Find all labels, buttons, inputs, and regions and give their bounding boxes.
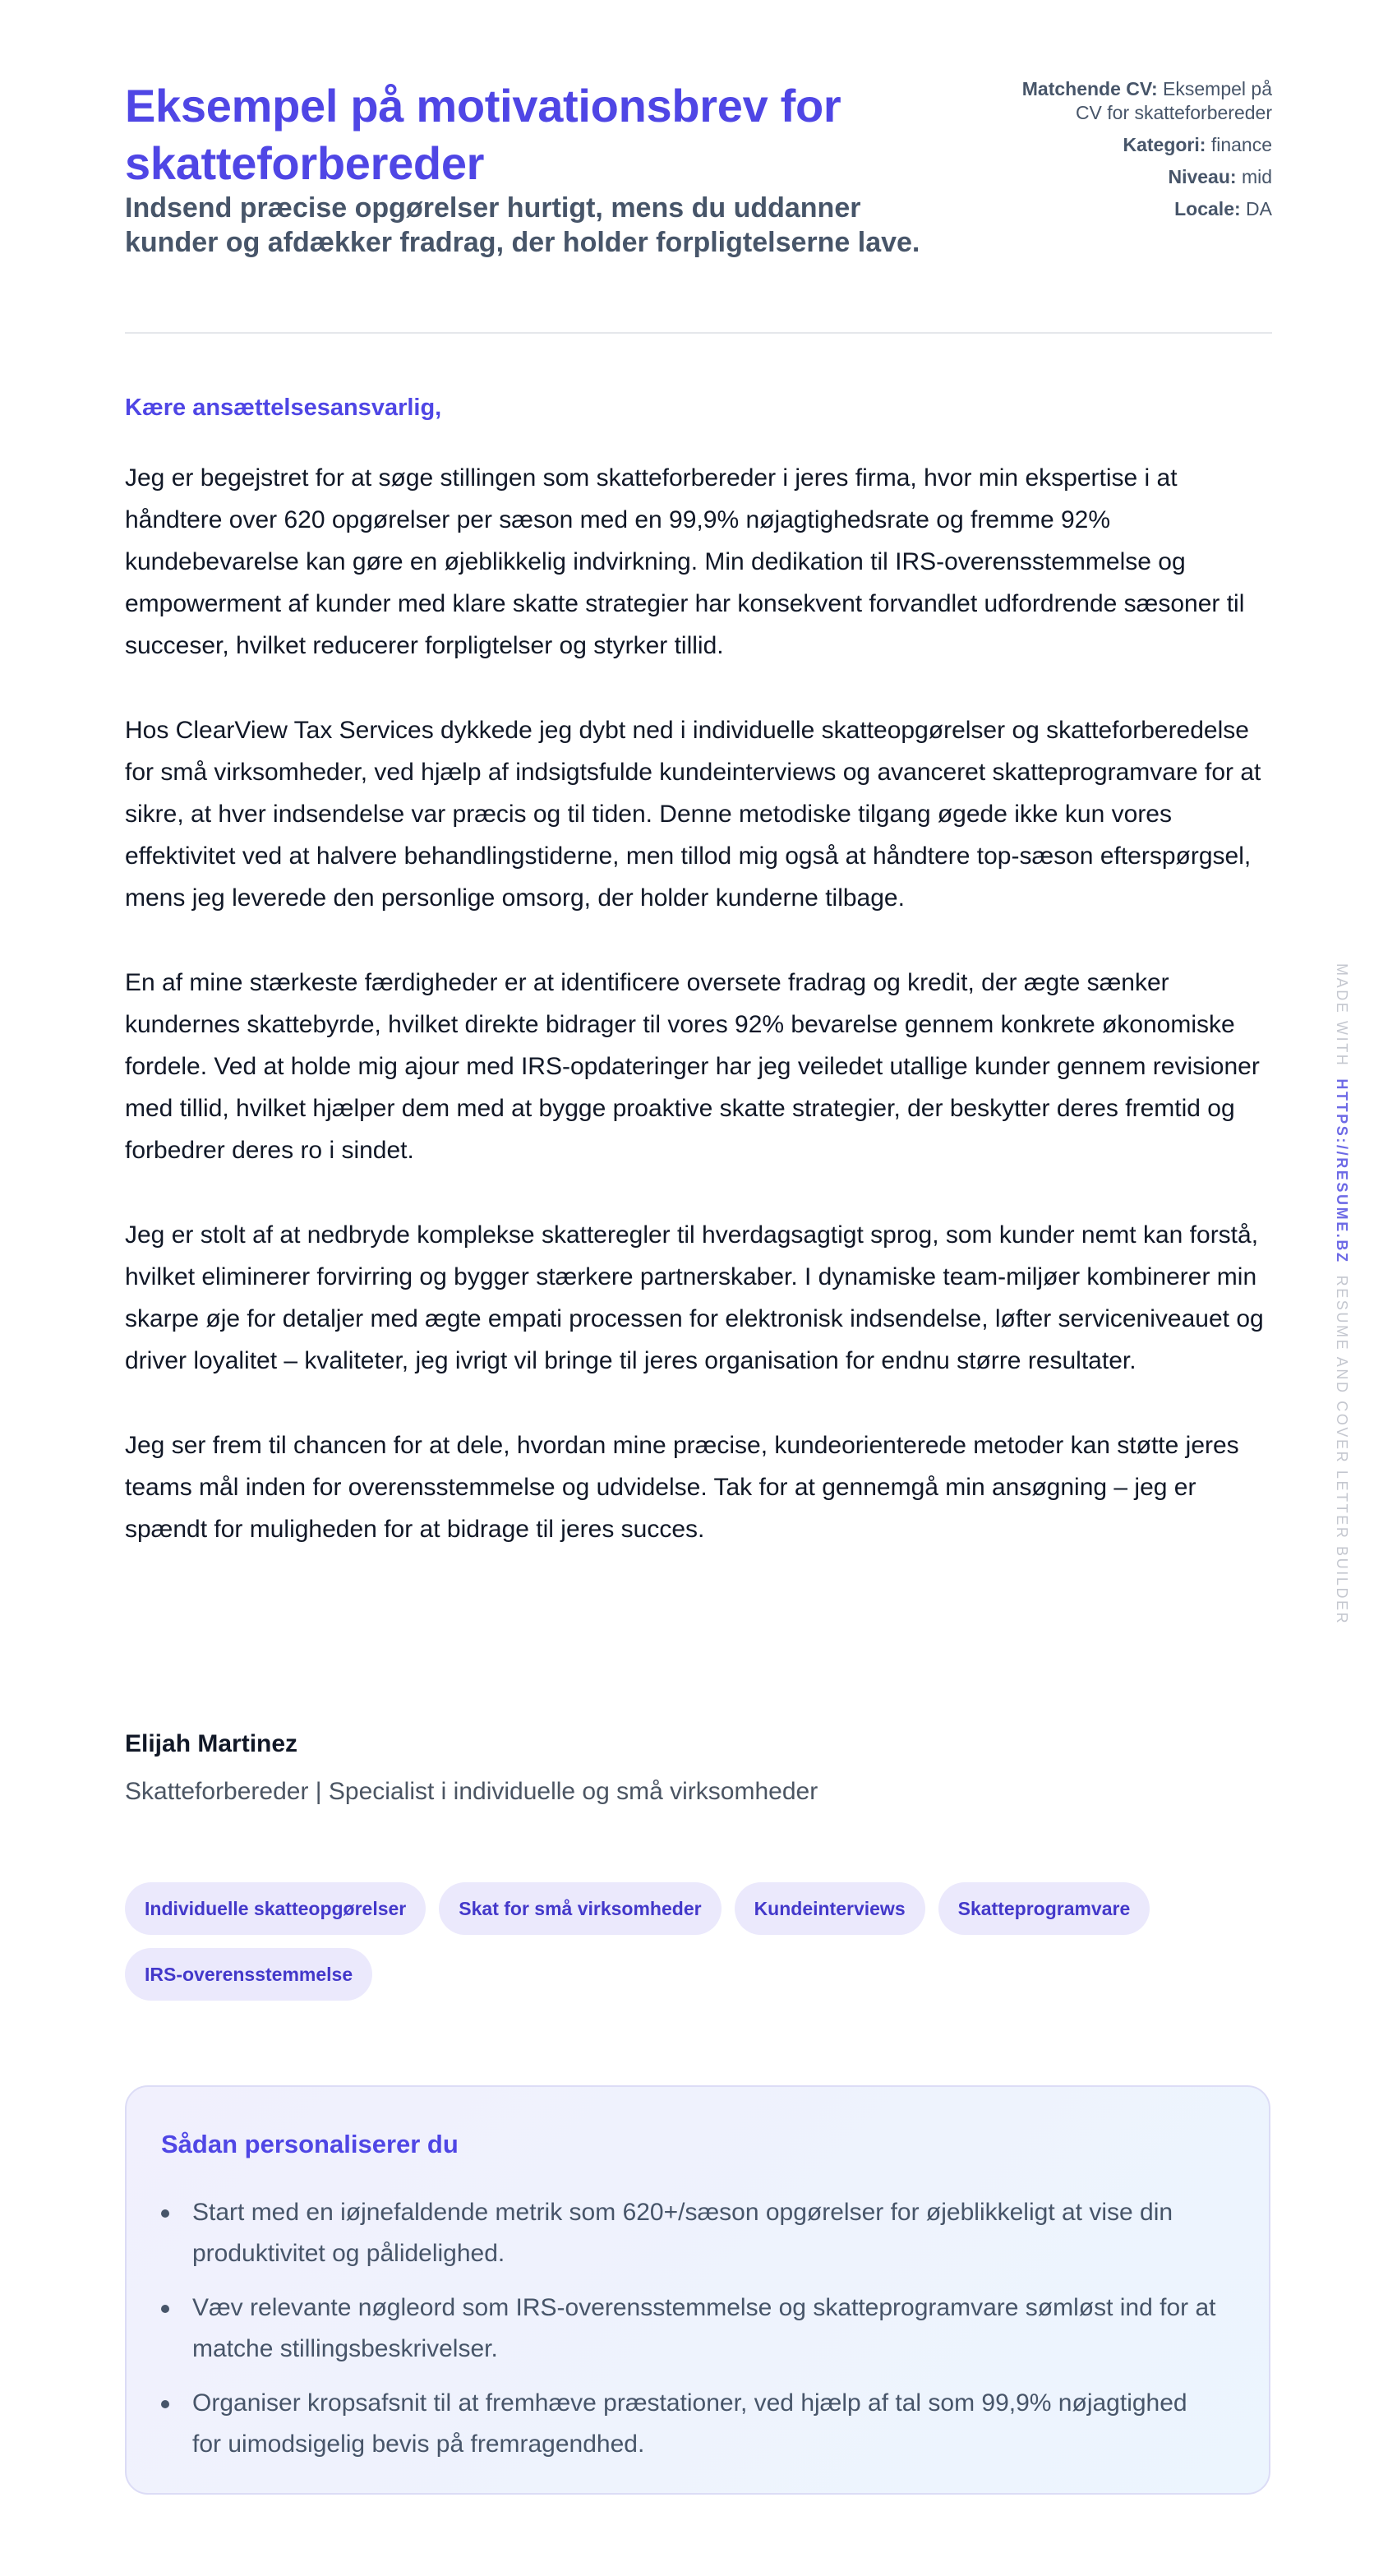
letter-paragraph: Jeg ser frem til chancen for at dele, hvordan mine præcise, kundeorienterede metoder kan støtte jeres teams mål inden for overensstemmelse og udvidelse. Tak for at gennemgå min ansøgning – jeg er spændt for muligheden for at bidrage til jeres succes. — [125, 1432, 1239, 1543]
letter-greeting: Kære ansættelsesansvarlig, — [125, 395, 442, 421]
page-subtitle: Indsend præcise opgørelser hurtigt, mens du uddanner kunder og afdækker fradrag, der holder forpligtelserne lave. — [125, 192, 920, 258]
letter-paragraph: En af mine stærkeste færdigheder er at identificere oversete fradrag og kredit, der ægte sænker kundernes skattebyrde, hvilket direkte bidrager til vores 92% bevarelse gennem konkrete økonomiske fordele. Ved at holde mig ajour med IRS-opdateringer har jeg veiledet utallige kunder gennem revisioner med tillid, hvilket hjælper dem med at bygge proaktive skatte strategier, der beskytter deres fremtid og forbedrer deres ro i sindet. — [125, 969, 1260, 1164]
bullet-icon — [161, 2305, 169, 2313]
meta-level-label: Niveau: — [1168, 166, 1237, 187]
meta-panel — [993, 77, 1272, 229]
watermark-text — [1330, 963, 1354, 1625]
signature-name: Elijah Martinez — [125, 1730, 298, 1757]
letter-body — [125, 457, 1272, 1593]
meta-matching-cv[interactable] — [993, 77, 1272, 125]
page-title: Eksempel på motivationsbrev for skatteforbereder — [125, 80, 841, 189]
header-divider — [125, 332, 1272, 334]
meta-locale-value: DA — [1246, 198, 1272, 219]
tip-text: Start med en iøjnefaldende metrik som 620+/sæson opgørelser for øjeblikkeligt at vise din produktivitet og pålidelighed. — [192, 2199, 1173, 2267]
tip-item — [161, 2287, 1221, 2370]
bullet-icon — [161, 2209, 169, 2218]
watermark-link[interactable]: HTTPS://RESUME.BZ — [1334, 1078, 1350, 1264]
skill-tag[interactable]: Skatteprogramvare — [938, 1882, 1150, 1935]
signature-block — [125, 1728, 818, 1808]
signature-title: Skatteforbereder | Specialist i individuelle og små virksomheder — [125, 1778, 818, 1805]
letter-paragraph: Jeg er stolt af at nedbryde komplekse skatteregler til hverdagsagtigt sprog, som kunder nemt kan forstå, hvilket eliminerer forvirring og bygger stærkere partnerskaber. I dynamiske team-miljøer kombinerer min skarpe øje for detaljer med ægte empati processen for elektronisk indsendelse, løfter serviceniveauet og driver loyalitet – kvaliteter, jeg ivrigt vil bringe til jeres organisation for endnu større resultater. — [125, 1221, 1264, 1374]
meta-category-value: finance — [1210, 134, 1272, 155]
meta-matching-cv-value[interactable]: Eksempel på CV for skatteforbereder — [1075, 78, 1272, 123]
watermark — [1321, 963, 1354, 1637]
tip-item — [161, 2192, 1221, 2274]
letter-paragraph: Hos ClearView Tax Services dykkede jeg dybt ned i individuelle skatteopgørelser og skatteforberedelse for små virksomheder, ved hjælp af indsigtsfulde kundeinterviews og avanceret skatteprogramvare for at sikre, at hver indsendelse var præcis og til tiden. Denne metodiske tilgang øgede ikke kun vores effektivitet ved at halvere behandlingstiderne, men tillod mig også at håndtere top-sæson efterspørgsel, mens jeg leverede den personlige omsorg, der holder kunderne tilbage. — [125, 717, 1261, 912]
meta-locale — [993, 197, 1272, 221]
tip-text: Organiser kropsafsnit til at fremhæve præstationer, ved hjælp af tal som 99,9% nøjagtighed for uimodsigelig bevis på fremragendhed. — [192, 2389, 1187, 2458]
meta-level-value: mid — [1241, 166, 1272, 187]
skill-tags — [125, 1882, 1272, 2001]
meta-matching-cv-label: Matchende CV: — [1021, 78, 1158, 99]
personalization-tips-card — [125, 2085, 1270, 2495]
meta-category — [993, 133, 1272, 157]
watermark-prefix: MADE WITH — [1334, 963, 1350, 1068]
skill-tag[interactable]: Kundeinterviews — [735, 1882, 925, 1935]
meta-locale-label: Locale: — [1174, 198, 1241, 219]
meta-level — [993, 165, 1272, 189]
tips-title: Sådan personaliserer du — [161, 2130, 459, 2158]
skill-tag[interactable]: Individuelle skatteopgørelser — [125, 1882, 426, 1935]
tip-item — [161, 2383, 1221, 2465]
letter-paragraph: Jeg er begejstret for at søge stillingen som skatteforbereder i jeres firma, hvor min ekspertise i at håndtere over 620 opgørelser per sæson med en 99,9% nøjagtighedsrate og fremme 92% kundebevarelse kan gøre en øjeblikkelig indvirkning. Min dedikation til IRS-overensstemmelse og empowerment af kunder med klare skatte strategier har konsekvent forvandlet udfordrende sæsoner til succeser, hvilket reducerer forpligtelser og styrker tillid. — [125, 464, 1245, 659]
skill-tag[interactable]: IRS-overensstemmelse — [125, 1948, 372, 2001]
skill-tag[interactable]: Skat for små virksomheder — [439, 1882, 721, 1935]
bullet-icon — [161, 2400, 169, 2408]
tip-text: Væv relevante nøgleord som IRS-overensstemmelse og skatteprogramvare sømløst ind for at matche stillingsbeskrivelser. — [192, 2294, 1216, 2362]
watermark-suffix: RESUME AND COVER LETTER BUILDER — [1334, 1275, 1350, 1626]
meta-category-label: Kategori: — [1123, 134, 1206, 155]
page-header — [125, 77, 1272, 332]
tips-list — [161, 2192, 1221, 2478]
